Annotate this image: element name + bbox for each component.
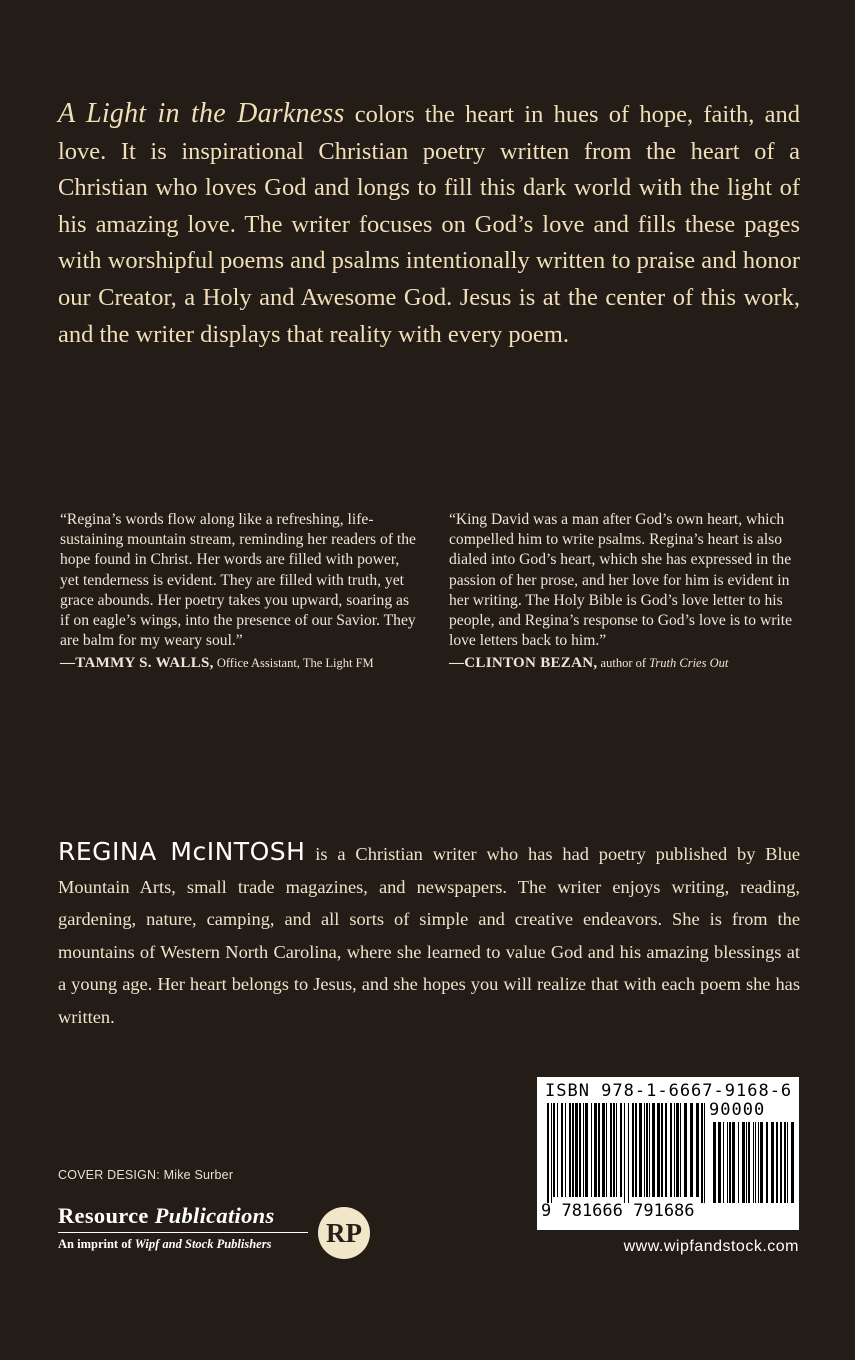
cover-design-credit (58, 1168, 233, 1182)
ean-digits: 9 781666 791686 (541, 1201, 695, 1221)
barcode-bar (727, 1122, 728, 1203)
barcode-bar (701, 1103, 703, 1203)
endorsement-quote: “Regina’s words flow along like a refreshing, life-sustaining mountain stream, reminding her readers of the hope found in Christ. Her words are filled with power, yet tenderness is evident. They are filled with truth, yet grace abounds. Her poetry takes you upward, soaring as if on eagle’s wings, into the presence of our Savior. They are balm for my weary soul.” (60, 511, 416, 650)
endorsement-walls (60, 510, 418, 675)
barcode-bar (723, 1122, 724, 1203)
barcode-bar (557, 1103, 558, 1197)
barcode-bar (583, 1103, 584, 1197)
barcode-bar (676, 1103, 679, 1197)
barcode-bar (569, 1103, 571, 1197)
isbn-number: ISBN 978-1-6667-9168-6 (545, 1081, 793, 1101)
barcode-bar (665, 1103, 667, 1197)
cover-designer-name: Mike Surber (159, 1168, 234, 1182)
barcode-bar (649, 1103, 650, 1197)
barcode-bar (572, 1103, 574, 1197)
barcode-bar (632, 1103, 634, 1197)
barcode-bar (661, 1103, 663, 1197)
barcode-bar (644, 1103, 645, 1197)
barcode-bar (585, 1103, 588, 1197)
barcode-bar (746, 1122, 747, 1203)
barcode-bar (760, 1122, 763, 1203)
barcode-bar (613, 1103, 615, 1197)
endorser-name: —TAMMY S. WALLS, (60, 655, 214, 672)
price-code: 90000 (709, 1100, 766, 1120)
barcode-bar (624, 1103, 625, 1203)
barcode-bar (748, 1122, 750, 1203)
barcode-bar (729, 1122, 731, 1203)
barcode-bar (594, 1103, 597, 1197)
barcode-bar (575, 1103, 578, 1197)
barcode-bar (753, 1122, 754, 1203)
logo-letters: RP (326, 1218, 362, 1248)
barcode-bar (684, 1103, 687, 1197)
barcode-bar (602, 1103, 605, 1197)
barcode-bar (742, 1122, 745, 1203)
publisher-imprint (58, 1237, 308, 1252)
rp-logo-icon (317, 1206, 371, 1260)
barcode-bar (755, 1122, 756, 1203)
barcode-bar (565, 1103, 566, 1197)
barcode-bar (646, 1103, 648, 1197)
blurb-text: colors the heart in hues of hope, faith, and love. It is inspirational Christian poetry written from the heart of a Christian who loves God and longs to fill this dark world with the light of his amazing love. The writer focuses on God’s love and fills these pages with worshipful poems and psalms intentionally written to praise and honor our Creator, a Holy and Awesome God. Jesus is at the center of this work, and the writer displays that reality with every poem. (58, 101, 800, 348)
bio-text: is a Christian writer who has had poetry published by Blue Mountain Arts, small trade magazines, and newspapers. The writer enjoys writing, reading, gardening, nature, camping, and all sorts of simple and creative endeavors. She is from the mountains of Western North Carolina, where she learned to value God and his amazing blessings at a young age. Her heart belongs to Jesus, and she hopes you will realize that with each poem she has written. (58, 844, 800, 1027)
cover-design-label: COVER DESIGN: (58, 1168, 160, 1182)
barcode-bar (787, 1122, 788, 1203)
endorsement-attribution (60, 653, 418, 674)
back-cover-blurb (58, 96, 800, 353)
barcode-bar (616, 1103, 617, 1197)
barcode-bar (547, 1103, 549, 1203)
barcode-bar (791, 1122, 794, 1203)
publisher-divider (58, 1232, 308, 1233)
barcode-bar (635, 1103, 637, 1197)
barcode-bar (732, 1122, 735, 1203)
imprint-prefix: An imprint of (58, 1237, 135, 1251)
barcode-bar (780, 1122, 782, 1203)
publisher-name (58, 1203, 308, 1229)
barcode-bar (784, 1122, 786, 1203)
barcode-bar (718, 1122, 721, 1203)
barcode-bar (690, 1103, 693, 1197)
barcode-bar (766, 1122, 768, 1203)
imprint-name: Wipf and Stock Publishers (134, 1237, 272, 1251)
endorsement-attribution (449, 653, 807, 674)
publisher-website: www.wipfandstock.com (623, 1238, 799, 1255)
barcode-bar (591, 1103, 592, 1197)
barcode-bar (680, 1103, 681, 1197)
endorser-work-title: Truth Cries Out (649, 656, 729, 671)
barcode-bar (639, 1103, 642, 1197)
book-title: A Light in the Darkness (58, 98, 345, 129)
barcode-bar (652, 1103, 655, 1197)
publisher-mark (58, 1203, 308, 1252)
endorser-role: author of (597, 656, 650, 671)
barcode-bar (606, 1103, 607, 1197)
barcode-bar (620, 1103, 622, 1197)
barcode-bar (776, 1122, 778, 1203)
barcode-bar (657, 1103, 660, 1197)
barcode-bar (598, 1103, 600, 1197)
barcode-bar (628, 1103, 629, 1203)
barcode-bar (696, 1103, 699, 1197)
publisher-name-plain: Resource (58, 1203, 155, 1228)
barcode-bar (738, 1122, 739, 1203)
author-bio (58, 838, 800, 1034)
barcode-bar (704, 1103, 705, 1203)
barcode-bar (713, 1122, 716, 1203)
barcode-bar (771, 1122, 774, 1203)
barcode-bar (579, 1103, 581, 1197)
endorsement-bezan (449, 510, 807, 675)
endorser-role: Office Assistant, The Light FM (213, 656, 374, 671)
barcode-bar (553, 1103, 555, 1197)
barcode-bar (610, 1103, 612, 1197)
endorsement-quote: “King David was a man after God’s own heart, which compelled him to write psalms. Regina’s heart is also dialed into God’s heart, which she has expressed in the passion of her prose, and her love for him is evident in her writing. The Holy Bible is God’s love letter to his people, and Regina’s response to God’s love is to write love letters back to him.” (449, 511, 793, 650)
endorser-name: —CLINTON BEZAN, (449, 655, 598, 672)
barcode-bar (758, 1122, 759, 1203)
barcode-bar (551, 1103, 552, 1203)
publisher-name-italic: Publications (154, 1203, 275, 1228)
barcode-bar (674, 1103, 675, 1197)
author-name: REGINA McINTOSH (58, 837, 306, 866)
isbn-barcode (537, 1077, 799, 1230)
barcode-bar (670, 1103, 672, 1197)
barcode-bar (561, 1103, 563, 1197)
